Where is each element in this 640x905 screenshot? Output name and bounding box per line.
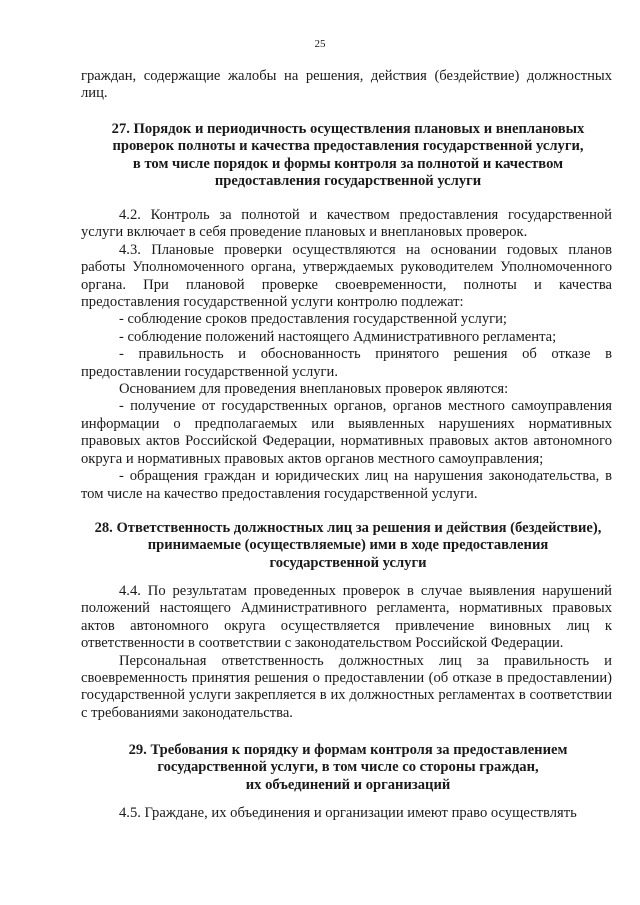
heading-line: государственной услуги, в том числе со стороны граждан, — [157, 759, 539, 776]
section-28-body — [81, 583, 612, 722]
section-28-heading — [78, 520, 618, 572]
paragraph-4-4: 4.4. По результатам проведенных проверок в случае выявления нарушений положений настоящего Административного регламента, нормативных правовых актов автономного округа осуществляется привлечение виновных лиц к ответственности в соответствии с законодательством Российской Федерации. — [81, 583, 612, 652]
heading-line: в том числе порядок и формы контроля за полнотой и качеством — [132, 155, 564, 172]
section-29-heading — [78, 742, 618, 794]
list-item: - обращения граждан и юридических лиц на нарушения законодательства, в том числе на качество предоставления государственной услуги. — [81, 468, 612, 502]
paragraph-4-3: 4.3. Плановые проверки осуществляются на основании годовых планов работы Уполномоченного органа, утверждаемых руководителем Уполномоченного органа. При плановой проверке своевременности, полноты и качества предоставления государственной услуги контролю подлежат: — [81, 241, 612, 311]
list-item: - получение от государственных органов, органов местного самоуправления информации о предполагаемых или выявленных нарушениях нормативных правовых актов Российской Федерации, нормативных правовых актов автономного округа и нормативных правовых актов органов местного самоуправления; — [81, 398, 612, 467]
list-item: - правильность и обоснованность принятого решения об отказе в предоставлении государственной услуги. — [81, 346, 612, 380]
section-27-heading — [78, 121, 618, 191]
heading-line: 27. Порядок и периодичность осуществления плановых и внеплановых — [111, 121, 585, 137]
heading-line: их объединений и организаций — [245, 776, 451, 793]
list-item: - соблюдение сроков предоставления государственной услуги; — [119, 311, 507, 328]
paragraph-4-5: 4.5. Граждане, их объединения и организации имеют право осуществлять — [119, 805, 577, 821]
section-27-body — [81, 207, 612, 503]
heading-line: проверок полноты и качества предоставления государственной услуги, — [112, 138, 584, 155]
heading-line: 28. Ответственность должностных лиц за решения и действия (бездействие), — [94, 520, 602, 536]
paragraph-responsibility: Персональная ответственность должностных лиц за правильность и своевременность принятия решения о предоставлении (об отказе в предоставлении) государственной услуги закрепляется в их должностных регламентах в соответствии с требованиями законодательства. — [81, 652, 612, 721]
section-29-body — [81, 805, 612, 822]
heading-line: принимаемые (осуществляемые) ими в ходе предоставления — [147, 537, 549, 554]
page-number: 25 — [314, 38, 326, 50]
paragraph-unplanned: Основанием для проведения внеплановых проверок являются: — [119, 381, 509, 398]
heading-line: предоставления государственной услуги — [214, 173, 482, 190]
intro-block — [81, 68, 612, 103]
list-item: - соблюдение положений настоящего Административного регламента; — [119, 328, 557, 345]
intro-paragraph: граждан, содержащие жалобы на решения, действия (бездействие) должностных лиц. — [81, 68, 612, 102]
paragraph-4-2: 4.2. Контроль за полнотой и качеством предоставления государственной услуги включает в себя проведение плановых и внеплановых проверок. — [81, 207, 612, 241]
heading-line: государственной услуги — [269, 554, 427, 571]
heading-line: 29. Требования к порядку и формам контроля за предоставлением — [128, 742, 568, 758]
